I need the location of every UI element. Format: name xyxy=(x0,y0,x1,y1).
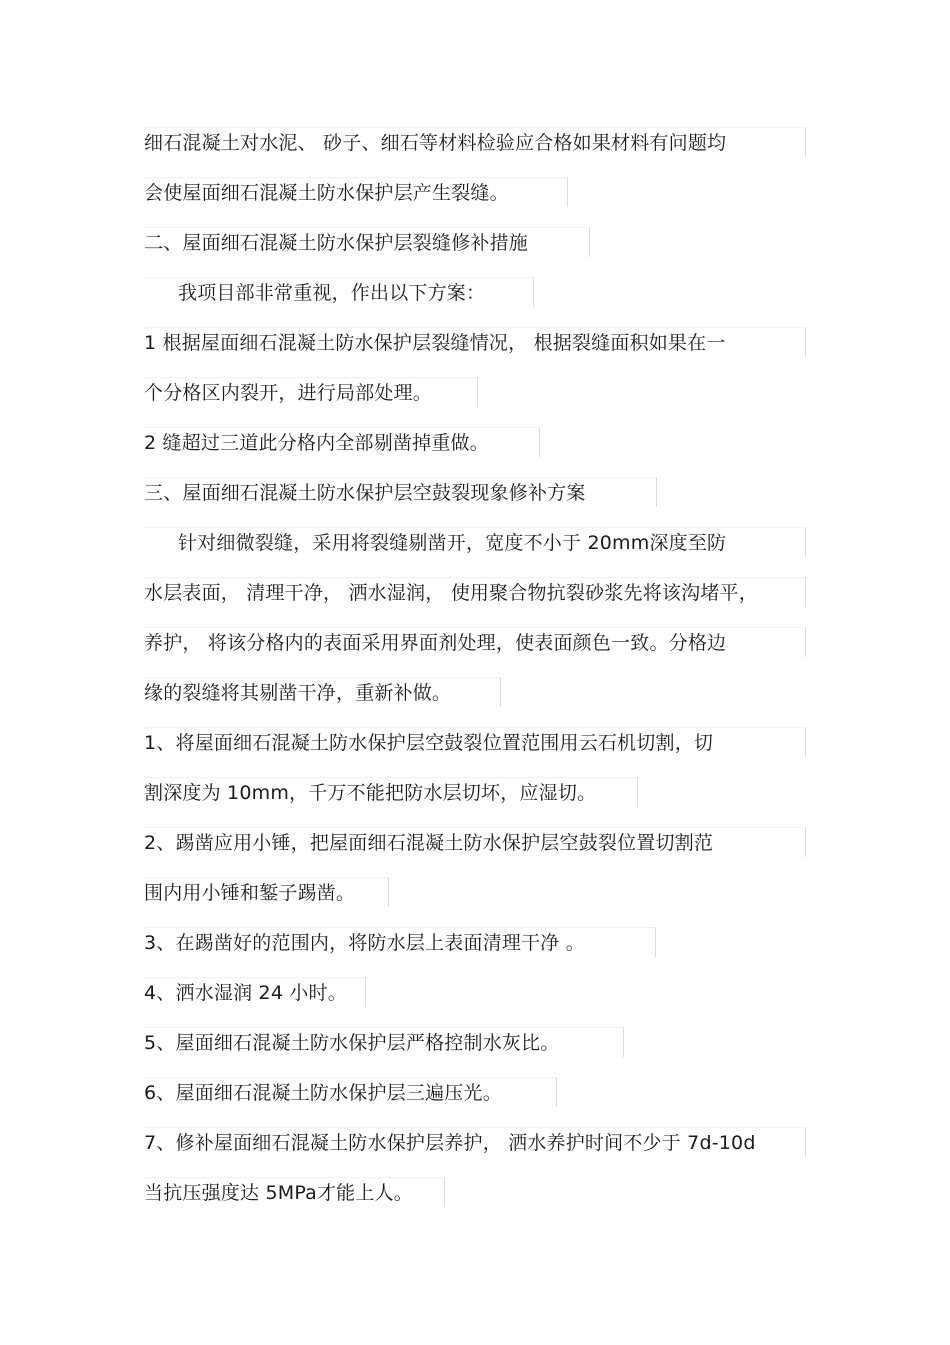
text-line-14: 割深度为 10mm，千万不能把防水层切坏，应湿切。 xyxy=(144,777,638,807)
text-line-15: 2、踢凿应用小锤，把屋面细石混凝土防水保护层空鼓裂位置切割范 xyxy=(144,827,806,857)
text-line-6: 个分格区内裂开，进行局部处理。 xyxy=(144,377,478,407)
text-line-4: 我项目部非常重视，作出以下方案： xyxy=(144,277,534,307)
text-line-22: 当抗压强度达 5MPa才能上人。 xyxy=(144,1177,445,1207)
text-line-18: 4、洒水湿润 24 小时。 xyxy=(144,977,366,1007)
text-line-20: 6、屋面细石混凝土防水保护层三遍压光。 xyxy=(144,1077,557,1107)
text-line-7: 2 缝超过三道此分格内全部剔凿掉重做。 xyxy=(144,427,540,457)
section-heading-2: 二、屋面细石混凝土防水保护层裂缝修补措施 xyxy=(144,227,590,257)
text-line-16: 围内用小锤和錾子踢凿。 xyxy=(144,877,389,907)
text-line-1: 细石混凝土对水泥、 砂子、细石等材料检验应合格如果材料有问题均 xyxy=(144,127,806,157)
section-heading-3: 三、屋面细石混凝土防水保护层空鼓裂现象修补方案 xyxy=(144,477,657,507)
text-line-21: 7、修补屋面细石混凝土防水保护层养护， 洒水养护时间不少于 7d-10d xyxy=(144,1127,806,1157)
text-line-19: 5、屋面细石混凝土防水保护层严格控制水灰比。 xyxy=(144,1027,624,1057)
text-line-13: 1、将屋面细石混凝土防水保护层空鼓裂位置范围用云石机切割，切 xyxy=(144,727,806,757)
text-line-17: 3、在踢凿好的范围内，将防水层上表面清理干净 。 xyxy=(144,927,656,957)
text-line-12: 缘的裂缝将其剔凿干净，重新补做。 xyxy=(144,677,501,707)
text-line-5: 1 根据屋面细石混凝土防水保护层裂缝情况， 根据裂缝面积如果在一 xyxy=(144,327,806,357)
text-line-2: 会使屋面细石混凝土防水保护层产生裂缝。 xyxy=(144,177,568,207)
text-line-9: 针对细微裂缝，采用将裂缝剔凿开，宽度不小于 20mm深度至防 xyxy=(144,527,806,557)
text-line-11: 养护， 将该分格内的表面采用界面剂处理，使表面颜色一致。分格边 xyxy=(144,627,806,657)
text-line-10: 水层表面， 清理干净， 洒水湿润， 使用聚合物抗裂砂浆先将该沟堵平， xyxy=(144,577,806,607)
